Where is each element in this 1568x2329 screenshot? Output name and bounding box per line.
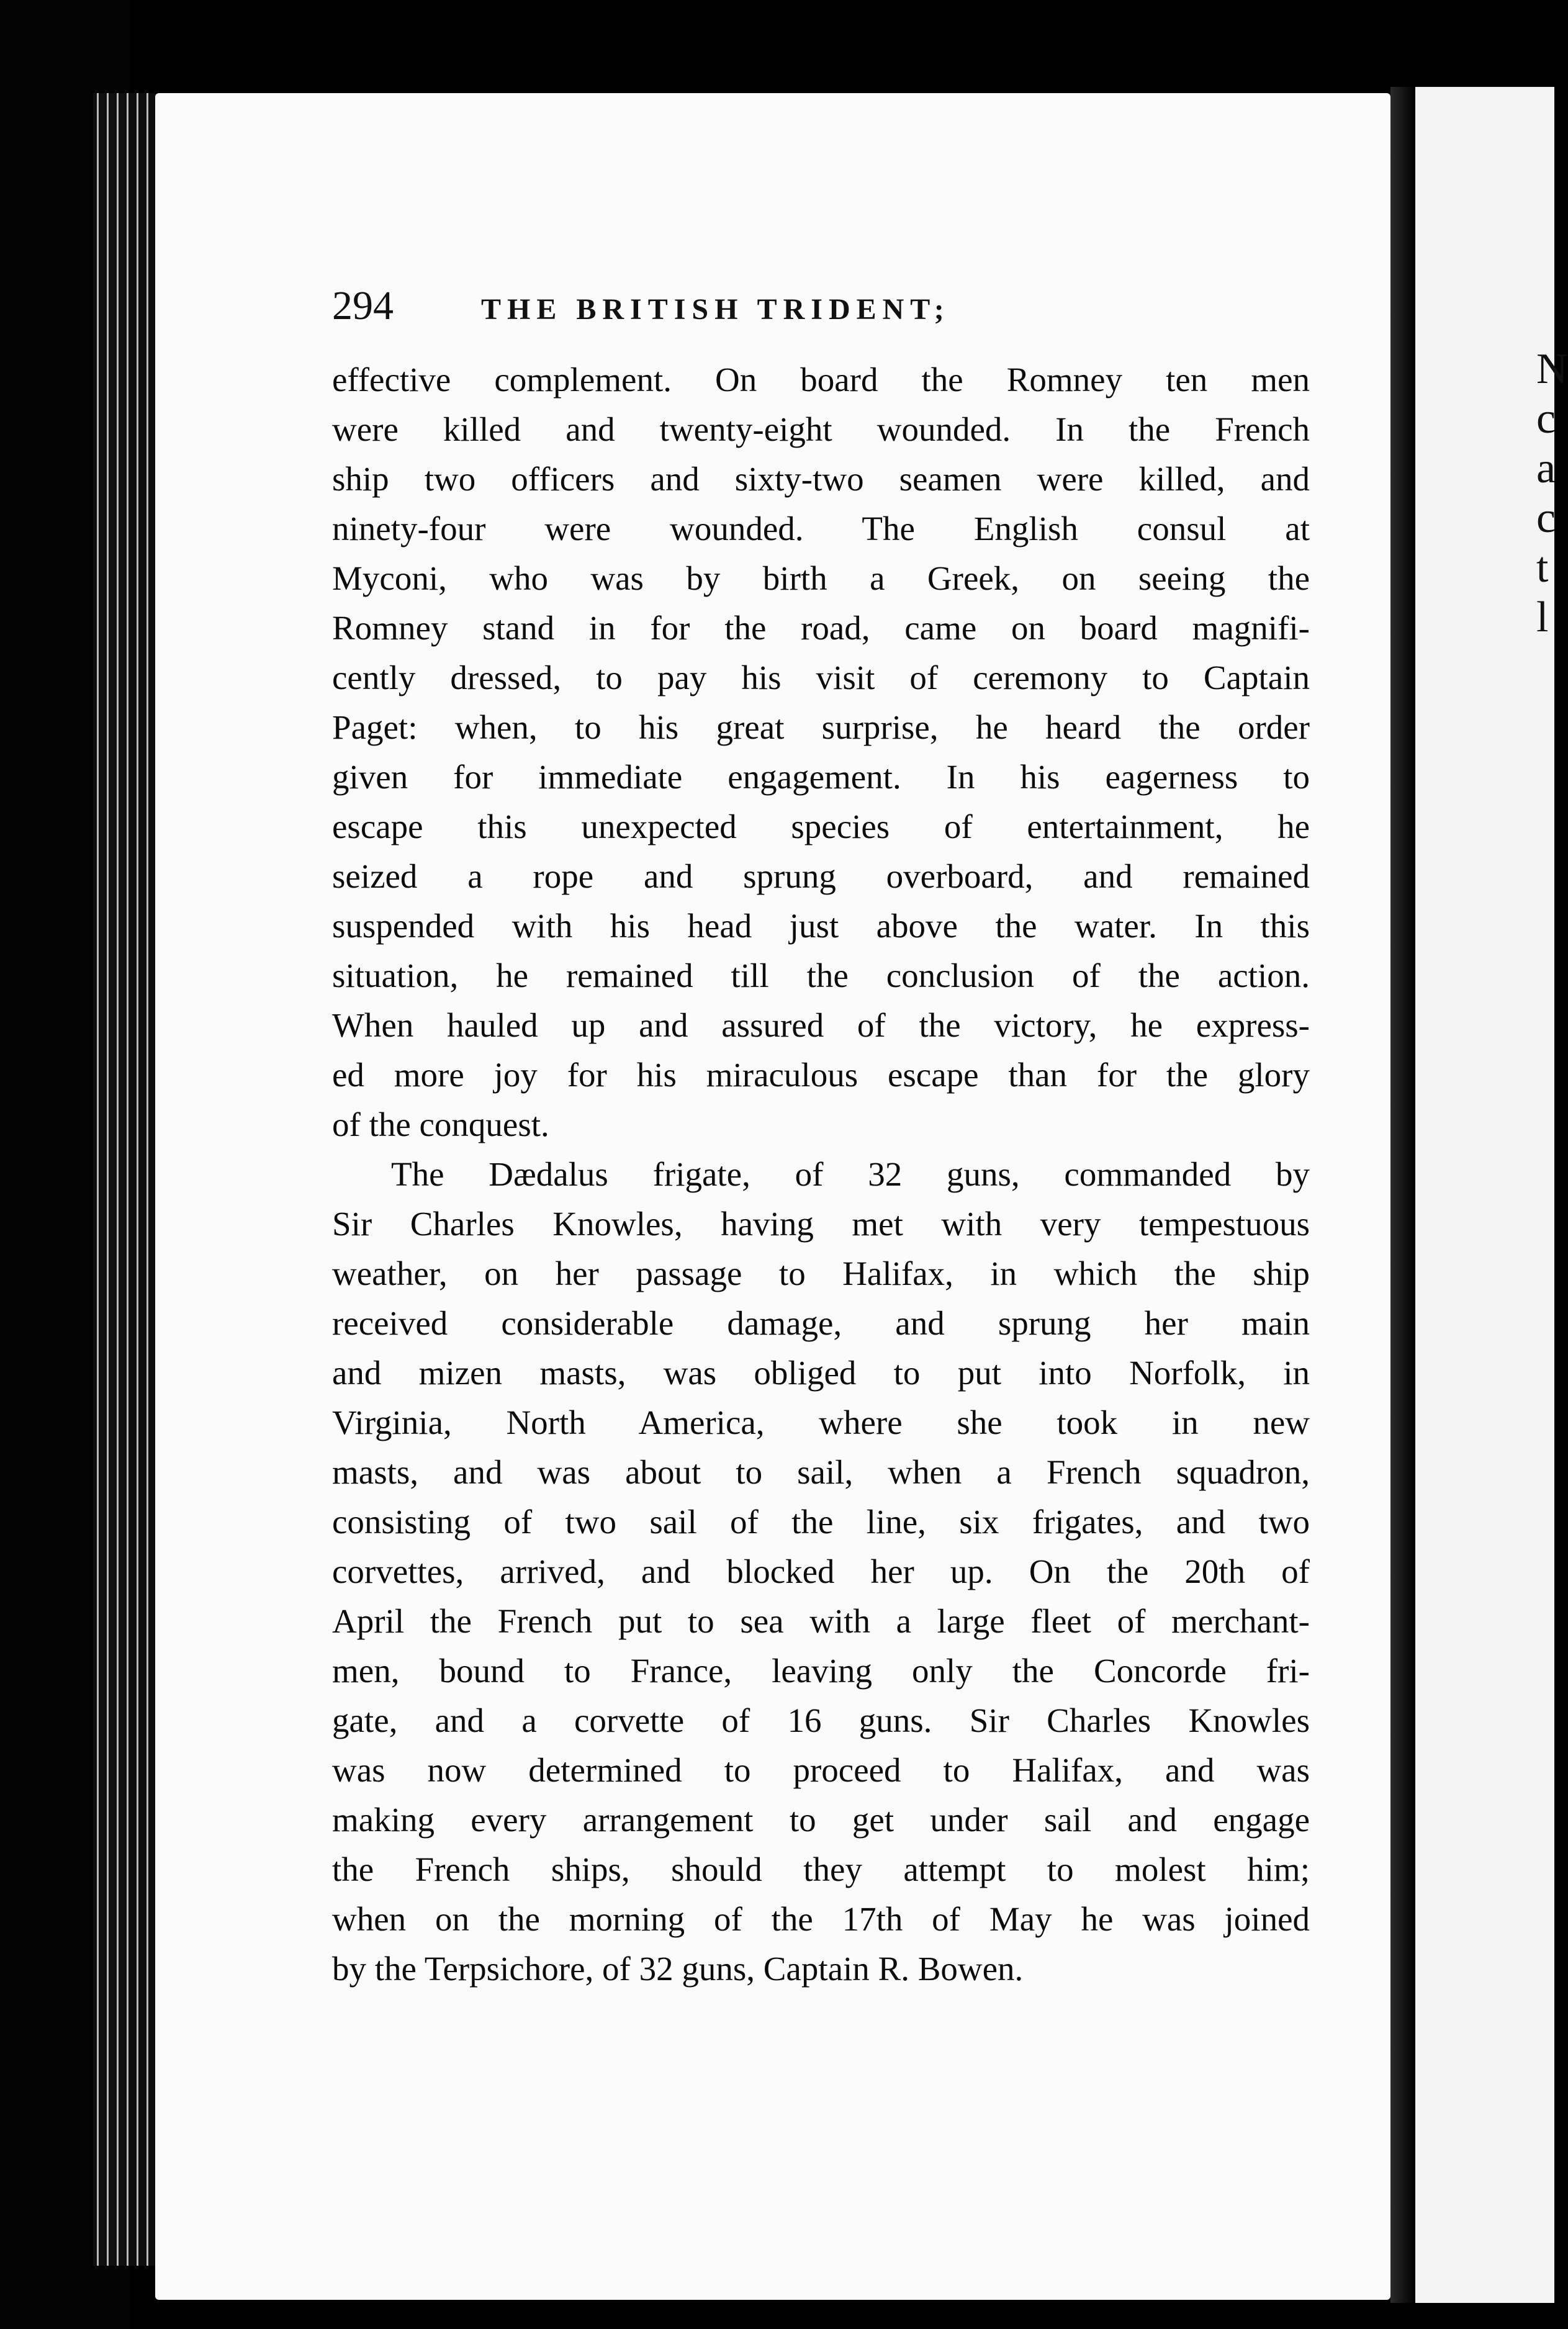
facing-page-letter: t [1536, 544, 1549, 592]
text-line: given for immediate engagement. In his eagerness to [332, 758, 1310, 796]
text-line: making every arrangement to get under sail and engage [332, 1801, 1310, 1839]
text-line: were killed and twenty-eight wounded. In the French [332, 410, 1310, 448]
text-line: ship two officers and sixty-two seamen were killed, and [332, 460, 1310, 498]
body-text [332, 355, 1310, 1994]
gutter-shadow [1390, 87, 1415, 2303]
page-stack-edges [93, 93, 155, 2266]
text-line: Sir Charles Knowles, having met with very tempestuous [332, 1205, 1310, 1243]
text-line: ninety-four were wounded. The English consul at [332, 510, 1310, 547]
text-line: the French ships, should they attempt to molest him; [332, 1850, 1310, 1888]
text-line: ed more joy for his miraculous escape than for the glory [332, 1056, 1310, 1094]
text-line: Romney stand in for the road, came on board magnifi- [332, 609, 1310, 647]
text-line: cently dressed, to pay his visit of ceremony to Captain [332, 659, 1310, 696]
text-line: consisting of two sail of the line, six frigates, and two [332, 1503, 1310, 1541]
text-line: The Dædalus frigate, of 32 guns, commanded by [391, 1155, 1310, 1193]
text-line: gate, and a corvette of 16 guns. Sir Charles Knowles [332, 1701, 1310, 1739]
text-line: effective complement. On board the Romney ten men [332, 361, 1310, 399]
facing-page-letter: a [1536, 444, 1556, 492]
running-head [332, 282, 1325, 332]
text-line: Myconi, who was by birth a Greek, on seeing the [332, 559, 1310, 597]
text-line: escape this unexpected species of entertainment, he [332, 808, 1310, 845]
text-line: and mizen masts, was obliged to put into Norfolk, in [332, 1354, 1310, 1392]
text-line: masts, and was about to sail, when a French squadron, [332, 1453, 1310, 1491]
facing-page-letter: c [1536, 494, 1556, 542]
text-line: received considerable damage, and sprung her main [332, 1304, 1310, 1342]
text-line: When hauled up and assured of the victory, he express- [332, 1006, 1310, 1044]
text-line: weather, on her passage to Halifax, in which the ship [332, 1255, 1310, 1292]
running-title: THE BRITISH TRIDENT; [481, 293, 950, 326]
facing-page-letter: N [1536, 345, 1568, 393]
text-line: of the conquest. [332, 1106, 549, 1143]
text-line: seized a rope and sprung overboard, and remained [332, 857, 1310, 895]
facing-page-letter: l [1536, 593, 1549, 641]
text-line: when on the morning of the 17th of May he was joined [332, 1900, 1310, 1938]
facing-page-fragment [1415, 87, 1554, 2303]
text-line: Paget: when, to his great surprise, he heard the order [332, 708, 1310, 746]
text-line: men, bound to France, leaving only the Concorde fri- [332, 1652, 1310, 1690]
text-line: by the Terpsichore, of 32 guns, Captain R. Bowen. [332, 1950, 1024, 1988]
facing-page-letter: c [1536, 395, 1556, 443]
text-line: Virginia, North America, where she took in new [332, 1403, 1310, 1441]
text-line: corvettes, arrived, and blocked her up. On the 20th of [332, 1552, 1310, 1590]
text-line: April the French put to sea with a large fleet of merchant- [332, 1602, 1310, 1640]
page-number: 294 [332, 283, 394, 328]
text-line: suspended with his head just above the water. In this [332, 907, 1310, 945]
text-line: situation, he remained till the conclusion of the action. [332, 957, 1310, 994]
text-line: was now determined to proceed to Halifax, and was [332, 1751, 1310, 1789]
